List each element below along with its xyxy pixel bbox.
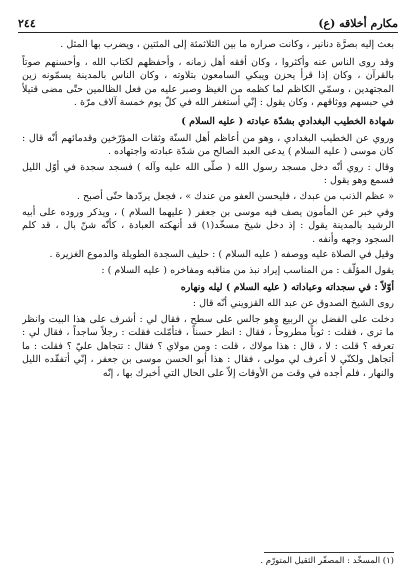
header-divider [18, 32, 398, 33]
section-heading: شهادة الخطيب البغدادي بشدّة عبادته ( عليه السلام ) [181, 115, 394, 127]
page-body [22, 38, 394, 544]
paragraph: وقال : روي أنّه دخل مسجد رسول الله ( صلّى الله عليه وآله ) فسجد سجدة في أوّل الليل فسمع وهو يقول : [22, 161, 394, 187]
paragraph: روى الشيخ الصدوق عن عبد الله القزويني أنّه قال : [192, 298, 394, 310]
footnote: (١) المسخّد : المصفّر الثقيل المتورّم . [260, 556, 394, 566]
page-number: ٢٤٤ [18, 17, 36, 30]
paragraph: بعث إليه بصرَّة دنانير ، وكانت صراره ما بين الثلاثمئة إلى المئتين ، ويضرب بها المثل . [60, 39, 394, 50]
paragraph: وقد روى الناس عنه وأكثروا ، وكان أفقه أهل زمانه ، وأحفظهم لكتاب الله ، وأحسنهم صوتاً بالقرآن ، وكان إذا قرأ يحزن ويبكي السامعون بتلاوته ، وكان الناس بالمدينة يسمّونه زين المجتهدين ، وسمّي الكاظم لما كظمه من الغيظ وصبر عليه من فعل الظالمين حتّى مضى قتيلاً في حبسهم ووثاقهم ، وكان يقول : إنّي أستغفر الله في كلّ يوم خمسة آلاف مرّة . [22, 56, 394, 109]
paragraph: وروي عن الخطيب البغدادي ، وهو من أعاظم أهل السنّة وثقات المؤرّخين وقدمائهم أنّه قال : كان موسى ( عليه السلام ) يدعى العبد الصالح من شدّة عبادته واجتهاده . [22, 132, 394, 158]
paragraph: دخلت على الفضل بن الربيع وهو جالس على سطح ، فقال لي : أشرف على هذا البيت وانظر ما ترى ، فقلت : ثوباً مطروحاً ، فقال : انظر حسناً ، فتأمّلت فقلت : رجلاً ساجداً ، فقال لي : تعرفه ؟ قلت : لا ، قال : هذا مولاك ، قلت : ومن مولاي ؟ فقال : تتجاهل عليّ ؟ فقلت : ما أتجاهل ولكنّي لا أعرف لي مولى ، فقال : هذا أبو الحسن موسى بن جعفر ، إنّي أتفقّده الليل والنهار ، فلم أجده في وقت من الأوقات إلاّ على الحال التي أخبرك بها ، إنّه [22, 313, 394, 380]
paragraph: وفي خبر عن المأمون يصف فيه موسى بن جعفر ( عليهما السلام ) ، ويذكر وروده على أبيه الرشيد بالمدينة يقول : إذ دخل شيخ مسخّد(١) قد أنهكته العبادة ، كأنّه شنّ بال ، قد كلم السجود وجهه وأنفه . [22, 206, 394, 245]
quoted-supplication: « عظم الذنب من عبدك ، فليحسن العفو من عندك » ، فجعل يردّدها حتّى أصبح . [76, 190, 394, 202]
footnote-divider [264, 552, 394, 553]
running-title: مكارم أخلاقه (ع) [318, 17, 398, 30]
subsection-heading: أوّلاً : في سجداته وعباداته ( عليه السلام ) ليله ونهاره [180, 281, 394, 293]
paragraph: يقول المؤلّف : من المناسب إيراد نبذ من مناقبه ومفاخره ( عليه السلام ) : [101, 264, 394, 276]
paragraph: وقيل في الصلاة عليه ووصفه ( عليه السلام ) : حليف السجدة الطويلة والدموع الغزيرة . [49, 249, 394, 261]
page-header [18, 12, 398, 30]
